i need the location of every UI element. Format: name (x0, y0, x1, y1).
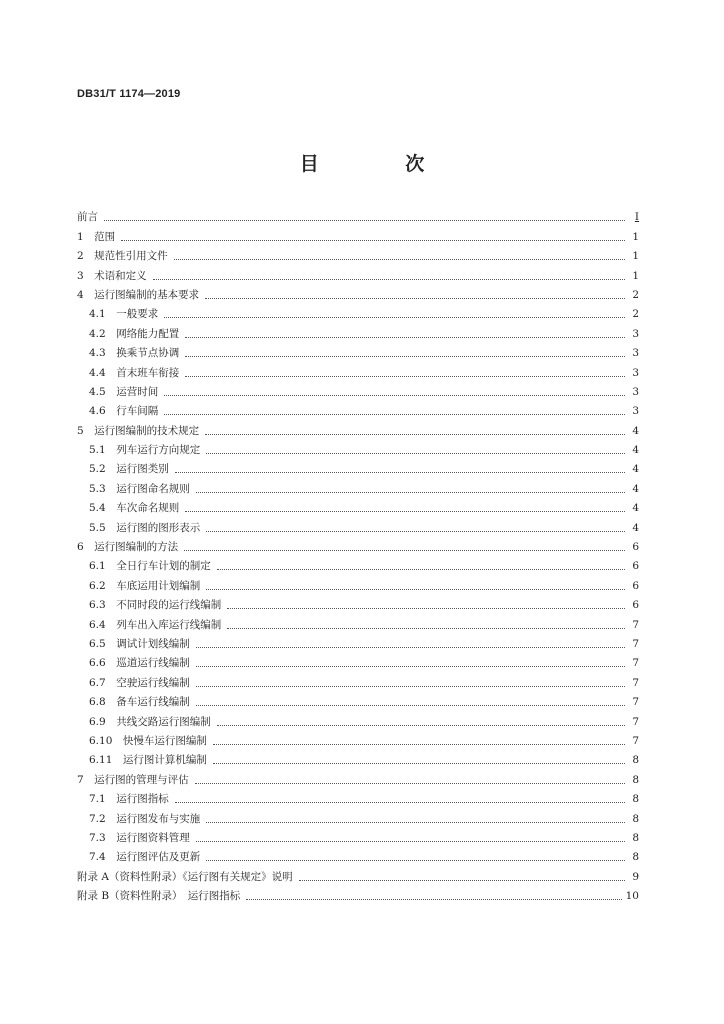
toc-dot-leader (213, 743, 625, 745)
toc-entry[interactable] (77, 283, 639, 302)
toc-entry-label: 4.2 网络能力配置 (89, 327, 180, 340)
toc-entry-label: 5.2 运行图类别 (89, 463, 169, 476)
toc-dot-leader (206, 859, 625, 861)
toc-entry[interactable] (77, 380, 639, 399)
toc-dot-leader (164, 316, 625, 318)
toc-entry[interactable] (77, 321, 639, 340)
toc-entry[interactable] (77, 612, 639, 631)
toc-entry-label: 前言 (77, 211, 98, 224)
toc-dot-leader (196, 665, 625, 667)
toc-entry-label: 7.1 运行图指标 (89, 793, 169, 806)
toc-entry[interactable] (77, 748, 639, 767)
toc-entry-label: 4.3 换乘节点协调 (89, 347, 180, 360)
toc-dot-leader (206, 530, 625, 532)
toc-entry-label: 1 范围 (77, 230, 116, 243)
toc-entry-label: 6.2 车底运用计划编制 (89, 579, 201, 592)
toc-entry[interactable] (77, 864, 639, 883)
toc-entry-page: 8 (632, 851, 639, 864)
toc-entry-page: 8 (632, 812, 639, 825)
toc-entry-label: 7.4 运行图评估及更新 (89, 851, 201, 864)
toc-entry-page: 1 (632, 250, 639, 263)
toc-entry[interactable] (77, 845, 639, 864)
document-code: DB31/T 1174—2019 (77, 88, 181, 100)
toc-entry-label: 6.7 空驶运行线编制 (89, 676, 190, 689)
toc-entry-label: 3 术语和定义 (77, 269, 147, 282)
toc-entry-page: 4 (632, 482, 639, 495)
toc-dot-leader (196, 646, 625, 648)
toc-entry-page: 4 (632, 424, 639, 437)
toc-entry[interactable] (77, 263, 639, 282)
toc-entry[interactable] (77, 302, 639, 321)
toc-entry-label: 附录 A（资料性附录）《运行图有关规定》说明 (77, 870, 293, 883)
toc-dot-leader (184, 549, 625, 551)
toc-dot-leader (196, 840, 625, 842)
toc-entry[interactable] (77, 826, 639, 845)
toc-entry[interactable] (77, 244, 639, 263)
toc-entry-page: 2 (632, 308, 639, 321)
toc-dot-leader (185, 375, 625, 377)
toc-entry-page: 7 (632, 696, 639, 709)
toc-dot-leader (185, 510, 625, 512)
toc-dot-leader (174, 258, 625, 260)
toc-dot-leader (175, 801, 625, 803)
toc-dot-leader (205, 297, 625, 299)
toc-dot-leader (196, 704, 625, 706)
toc-entry[interactable] (77, 651, 639, 670)
toc-entry-label: 4.4 首末班车衔接 (89, 366, 180, 379)
toc-dot-leader (153, 278, 625, 280)
toc-entry[interactable] (77, 573, 639, 592)
toc-dot-leader (299, 879, 625, 881)
toc-entry-page: 4 (632, 444, 639, 457)
toc-entry-page: 8 (632, 831, 639, 844)
toc-entry-label: 6.10 快慢车运行图编制 (89, 734, 207, 747)
toc-entry-label: 7.3 运行图资料管理 (89, 831, 190, 844)
toc-entry-label: 7 运行图的管理与评估 (77, 773, 189, 786)
toc-entry-label: 5.5 运行图的图形表示 (89, 521, 201, 534)
toc-entry[interactable] (77, 535, 639, 554)
page-title: 目 次 (299, 153, 465, 175)
toc-entry-page: 7 (632, 676, 639, 689)
toc-entry-label: 4.1 一般要求 (89, 308, 159, 321)
toc-dot-leader (121, 239, 625, 241)
toc-entry[interactable] (77, 767, 639, 786)
toc-dot-leader (175, 471, 625, 473)
toc-entry-label: 6.4 列车出入库运行线编制 (89, 618, 222, 631)
toc-dot-leader (227, 607, 625, 609)
toc-entry-label: 5.3 运行图命名规则 (89, 482, 190, 495)
toc-entry[interactable] (77, 341, 639, 360)
toc-entry-label: 6.6 巡道运行线编制 (89, 657, 190, 670)
toc-entry-page: 7 (632, 715, 639, 728)
toc-entry-page: 7 (632, 734, 639, 747)
toc-entry-label: 4 运行图编制的基本要求 (77, 288, 200, 301)
toc-entry[interactable] (77, 670, 639, 689)
toc-entry-label: 6.3 不同时段的运行线编制 (89, 599, 222, 612)
toc-entry[interactable] (77, 884, 639, 903)
toc-entry-page: 2 (632, 288, 639, 301)
toc-entry[interactable] (77, 729, 639, 748)
toc-dot-leader (185, 336, 625, 338)
toc-dot-leader (227, 627, 625, 629)
toc-entry-label: 6.1 全日行车计划的制定 (89, 560, 211, 573)
toc-entry-page: 7 (632, 637, 639, 650)
toc-entry-label: 5.1 列车运行方向规定 (89, 444, 201, 457)
toc-dot-leader (164, 413, 625, 415)
toc-entry-page: 6 (632, 560, 639, 573)
toc-dot-leader (217, 568, 625, 570)
toc-entry[interactable] (77, 787, 639, 806)
toc-entry-page: 1 (632, 230, 639, 243)
toc-entry-page: 8 (632, 773, 639, 786)
toc-dot-leader (195, 782, 625, 784)
toc-entry-label: 7.2 运行图发布与实施 (89, 812, 201, 825)
toc-entry[interactable] (77, 632, 639, 651)
toc-entry-page: 3 (632, 385, 639, 398)
toc-entry-page: I (634, 211, 639, 224)
toc-entry-label: 附录 B（资料性附录） 运行图指标 (77, 890, 241, 903)
toc-entry[interactable] (77, 496, 639, 515)
toc-entry[interactable] (77, 418, 639, 437)
toc-dot-leader (196, 685, 625, 687)
toc-dot-leader (164, 394, 625, 396)
toc-entry-page: 6 (632, 541, 639, 554)
toc-entry[interactable] (77, 399, 639, 418)
toc-entry[interactable] (77, 515, 639, 534)
toc-entry[interactable] (77, 554, 639, 573)
toc-entry-page: 3 (632, 366, 639, 379)
toc-dot-leader (213, 762, 625, 764)
toc-entry-page: 6 (632, 599, 639, 612)
toc-entry-page: 7 (632, 618, 639, 631)
toc-entry-page: 3 (632, 405, 639, 418)
toc-entry-page: 7 (632, 657, 639, 670)
toc-entry-page: 10 (625, 890, 639, 903)
toc-dot-leader (196, 491, 625, 493)
toc-dot-leader (217, 724, 625, 726)
toc-entry-page: 4 (632, 463, 639, 476)
toc-entry[interactable] (77, 205, 639, 224)
table-of-contents (77, 205, 639, 903)
toc-entry[interactable] (77, 593, 639, 612)
toc-dot-leader (205, 433, 625, 435)
toc-entry-label: 4.6 行车间隔 (89, 405, 159, 418)
toc-entry-page: 8 (632, 793, 639, 806)
toc-dot-leader (246, 898, 621, 900)
toc-entry[interactable] (77, 438, 639, 457)
toc-entry-label: 6.8 备车运行线编制 (89, 696, 190, 709)
toc-entry[interactable] (77, 709, 639, 728)
toc-entry-label: 4.5 运营时间 (89, 385, 159, 398)
toc-dot-leader (206, 452, 625, 454)
toc-entry[interactable] (77, 360, 639, 379)
toc-dot-leader (185, 355, 625, 357)
toc-entry[interactable] (77, 476, 639, 495)
toc-entry[interactable] (77, 224, 639, 243)
toc-entry-label: 6.5 调试计划线编制 (89, 637, 190, 650)
toc-entry-page: 4 (632, 521, 639, 534)
toc-dot-leader (206, 821, 625, 823)
toc-entry-label: 6.11 运行图计算机编制 (89, 754, 207, 767)
toc-entry-page: 6 (632, 579, 639, 592)
toc-entry-page: 4 (632, 502, 639, 515)
toc-entry[interactable] (77, 690, 639, 709)
toc-entry-label: 6.9 共线交路运行图编制 (89, 715, 211, 728)
toc-entry-page: 3 (632, 347, 639, 360)
toc-entry-page: 3 (632, 327, 639, 340)
toc-entry-label: 5 运行图编制的技术规定 (77, 424, 200, 437)
toc-entry-label: 6 运行图编制的方法 (77, 541, 179, 554)
toc-entry-page: 9 (632, 870, 639, 883)
toc-entry[interactable] (77, 457, 639, 476)
toc-entry-label: 5.4 车次命名规则 (89, 502, 180, 515)
toc-entry-label: 2 规范性引用文件 (77, 250, 168, 263)
toc-entry[interactable] (77, 806, 639, 825)
toc-dot-leader (206, 588, 625, 590)
toc-entry-page: 8 (632, 754, 639, 767)
toc-entry-page: 1 (632, 269, 639, 282)
toc-dot-leader (104, 219, 625, 221)
